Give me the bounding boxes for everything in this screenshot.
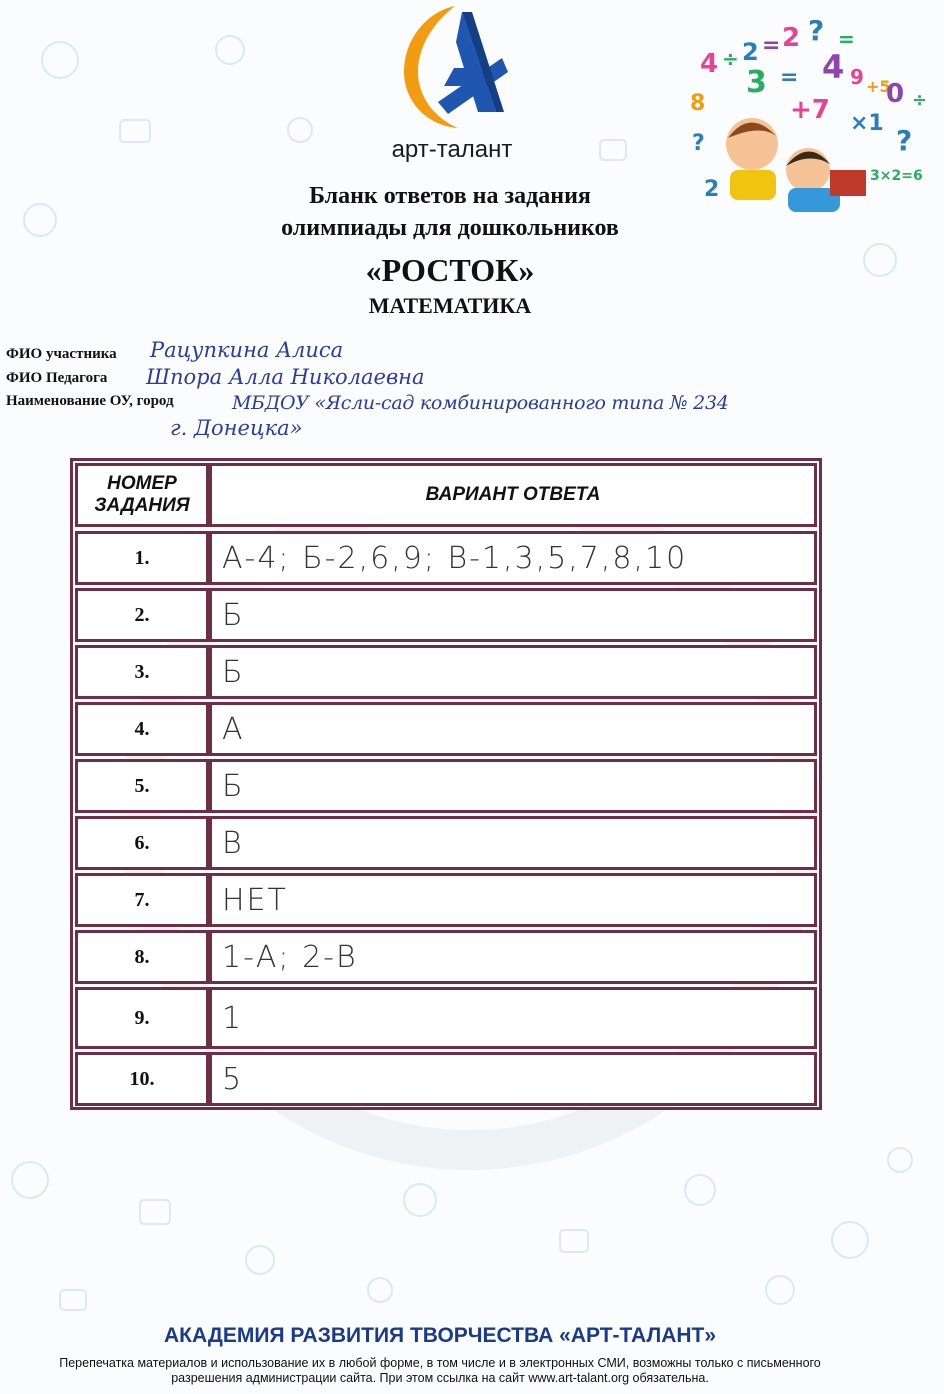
participant-value: Рацупкина Алиса (150, 338, 344, 362)
header-line-2: олимпиады для дошкольников (281, 215, 619, 241)
task-number-4: 4. (75, 702, 209, 756)
svg-text:?: ? (896, 124, 913, 157)
header-number-cell: НОМЕР ЗАДАНИЯ (75, 463, 209, 527)
svg-text:÷: ÷ (722, 47, 739, 71)
svg-text:+7: +7 (790, 95, 830, 125)
footer-academy: АКАДЕМИЯ РАЗВИТИЯ ТВОРЧЕСТВА «АРТ-ТАЛАНТ» (163, 1324, 717, 1347)
olympiad-name: «РОСТОК» (365, 252, 535, 288)
school-value-line2: г. Донецка» (170, 416, 303, 440)
answer-7: НЕТ (209, 873, 817, 927)
brand-name: арт-талант (391, 136, 513, 163)
task-number-6: 6. (75, 816, 209, 870)
task-number-8: 8. (75, 930, 209, 984)
footer-notice: Перепечатка материалов и использование их в любой форме, в том числе и в электронных СМИ, возможны только с письменного разрешения администрации сайта. При этом ссылка на сайт www.art-talant.org обязательна. (59, 1356, 821, 1385)
svg-text:3: 3 (746, 65, 767, 100)
school-label: Наименование ОУ, город (6, 393, 174, 409)
task-number-10: 10. (75, 1052, 209, 1106)
svg-text:×1: ×1 (850, 111, 884, 136)
svg-text:3×2=6: 3×2=6 (870, 168, 923, 184)
teacher-label: ФИО Педагога (6, 370, 108, 386)
answer-6: В (209, 816, 817, 870)
svg-text:4: 4 (822, 48, 845, 86)
task-number-1: 1. (75, 531, 209, 585)
svg-text:8: 8 (690, 91, 706, 116)
svg-text:÷: ÷ (912, 90, 928, 111)
svg-text:+5: +5 (866, 77, 891, 96)
svg-text:?: ? (692, 131, 705, 156)
answer-10: 5 (209, 1052, 817, 1106)
svg-text:9: 9 (850, 65, 864, 89)
answer-5: Б (209, 759, 817, 813)
svg-text:2: 2 (704, 177, 720, 202)
answer-4: А (209, 702, 817, 756)
subject-title: МАТЕМАТИКА (368, 293, 532, 318)
svg-text:=: = (780, 65, 799, 90)
svg-text:?: ? (808, 20, 825, 47)
answer-3: Б (209, 645, 817, 699)
task-number-2: 2. (75, 588, 209, 642)
answer-2: Б (209, 588, 817, 642)
svg-text:4: 4 (700, 49, 719, 79)
answer-1: А-4; Б-2,6,9; В-1,3,5,7,8,10 (209, 531, 817, 585)
task-number-5: 5. (75, 759, 209, 813)
task-number-3: 3. (75, 645, 209, 699)
svg-text:2: 2 (782, 23, 801, 53)
header-line-1: Бланк ответов на задания (309, 183, 591, 209)
participant-label: ФИО участника (6, 346, 117, 362)
teacher-value: Шпора Алла Николаевна (146, 365, 425, 389)
answer-table (70, 458, 822, 1110)
header-answer-cell: ВАРИАНТ ОТВЕТА (209, 463, 817, 527)
school-value-line1: МБДОУ «Ясли-сад комбинированного типа № 234 (232, 392, 729, 414)
svg-text:=: = (762, 33, 781, 58)
svg-text:=: = (838, 27, 855, 51)
answer-9: 1 (209, 987, 817, 1049)
answer-8: 1-А; 2-В (209, 930, 817, 984)
svg-text:2: 2 (742, 38, 759, 66)
task-number-9: 9. (75, 987, 209, 1049)
task-number-7: 7. (75, 873, 209, 927)
svg-text:0: 0 (886, 79, 905, 109)
